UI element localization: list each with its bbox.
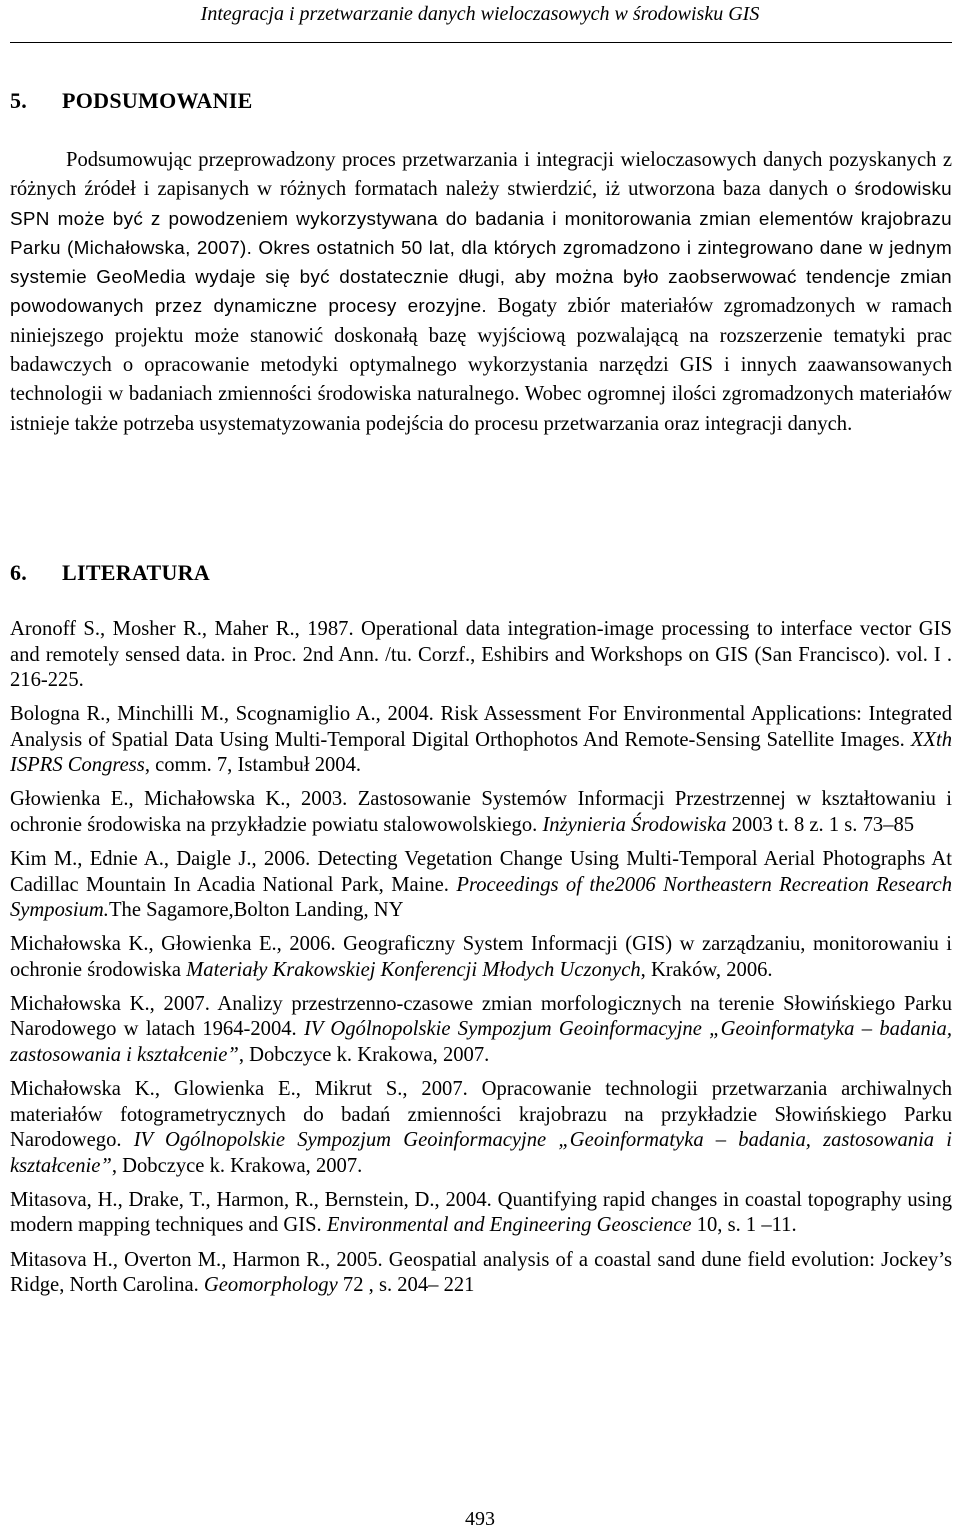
paragraph-text: Bogaty zbiór materiałów zgromadzonych w ramach niniejszego projektu może stanowić doskonałą bazę wyjściową pozwalającą na rozszerzenie tematyki prac badawczych o opracowanie metodyki optymalnego wykorzystania narzędzi GIS i innych zaawansowanych technologii w badaniach zmienności środowiska naturalnego. Wobec ogromnej ilości zgromadzonych materiałów istnieje także potrzeba usystematyzowania podejścia do procesu przetwarzania oraz integracji danych. bbox=[10, 295, 952, 435]
page-number: 493 bbox=[465, 1508, 495, 1530]
running-header: Integracja i przetwarzanie danych wieloczasowych w środowisku GIS bbox=[200, 3, 760, 25]
section-number: 6. bbox=[10, 560, 28, 585]
reference-item: Głowienka E., Michałowska K., 2003. Zastosowanie Systemów Informacji Przestrzennej w kształtowaniu i ochronie środowiska na przykładzie powiatu stalowowolskiego. Inżynieria Środowiska 2003 t. 8 z. 1 s. 73–85 bbox=[10, 788, 952, 836]
reference-item: Mitasova H., Overton M., Harmon R., 2005. Geospatial analysis of a coastal sand dune field evolution: Jockey’s Ridge, North Carolina. Geomorphology 72 , s. 204– 221 bbox=[10, 1248, 952, 1296]
reference-list bbox=[10, 617, 952, 1307]
reference-item: Mitasova, H., Drake, T., Harmon, R., Bernstein, D., 2004. Quantifying rapid changes in coastal topography using modern mapping techniques and GIS. Environmental and Engineering Geoscience 10, s. 1 –11. bbox=[10, 1188, 952, 1237]
reference-item: Kim M., Ednie A., Daigle J., 2006. Detecting Vegetation Change Using Multi-Temporal Aerial Photographs At Cadillac Mountain In Acadia National Park, Maine. Proceedings of the2006 Northeastern Recreation Research Symposium.The Sagamore,Bolton Landing, NY bbox=[10, 848, 952, 922]
reference-item: Michałowska K., Glowienka E., Mikrut S., 2007. Opracowanie technologii przetwarzania archiwalnych materiałów fotogrametrycznych do badań zmienności krajobrazu na przykładzie Słowińskiego Parku Narodowego. IV Ogólnopolskie Sympozjum Geoinformacyjne „Geoinformatyka – badania, zastosowania i kształcenie”, Dobczyce k. Krakowa, 2007. bbox=[10, 1078, 952, 1177]
header-rule bbox=[10, 42, 952, 43]
section-heading-literature bbox=[10, 560, 210, 586]
reference-item: Michałowska K., 2007. Analizy przestrzenno-czasowe zmian morfologicznych na terenie Słowińskiego Parku Narodowego w latach 1964-2004. IV Ogólnopolskie Sympozjum Geoinformacyjne „Geoinformatyka – badania, zastosowania i kształcenie”, Dobczyce k. Krakowa, 2007. bbox=[10, 992, 952, 1066]
section-number: 5. bbox=[10, 88, 28, 113]
reference-item: Aronoff S., Mosher R., Maher R., 1987. Operational data integration-image processing to interface vector GIS and remotely sensed data. in Proc. 2nd Ann. /tu. Corzf., Eshibirs and Workshops on GIS (San Francisco). vol. I . 216-225. bbox=[10, 618, 952, 691]
section-heading-summary bbox=[10, 88, 253, 114]
reference-item: Michałowska K., Głowienka E., 2006. Geograficzny System Informacji (GIS) w zarządzaniu, monitorowaniu i ochronie środowiska Materiały Krakowskiej Konferencji Młodych Uczonych, Kraków, 2006. bbox=[10, 933, 952, 981]
summary-paragraph bbox=[10, 146, 952, 439]
paragraph-text: Podsumowując przeprowadzony proces przetwarzania i integracji wieloczasowych danych pozyskanych z różnych źródeł i zapisanych w różnych formatach należy stwierdzić, iż utworzona baza danych o bbox=[10, 149, 952, 201]
reference-item: Bologna R., Minchilli M., Scognamiglio A., 2004. Risk Assessment For Environmental Applications: Integrated Analysis of Spatial Data Using Multi-Temporal Digital Orthophotos And Remote-Sensing Satellite Images. XXth ISPRS Congress, comm. 7, Istambuł 2004. bbox=[10, 703, 952, 777]
section-title: LITERATURA bbox=[62, 560, 211, 585]
paragraph-text-sans: środowisku SPN może być z powodzeniem wykorzystywana do badania i monitorowania zmian elementów krajobrazu Parku (Michałowska, 2007). Okres ostatnich 50 lat, dla których zgromadzono i zintegrowano dane w jednym systemie GeoMedia wydaje się być dostatecznie długi, aby można było zaobserwować tendencje zmian powodowanych przez dynamiczne procesy erozyjne. bbox=[10, 179, 952, 318]
section-title: PODSUMOWANIE bbox=[62, 88, 253, 113]
